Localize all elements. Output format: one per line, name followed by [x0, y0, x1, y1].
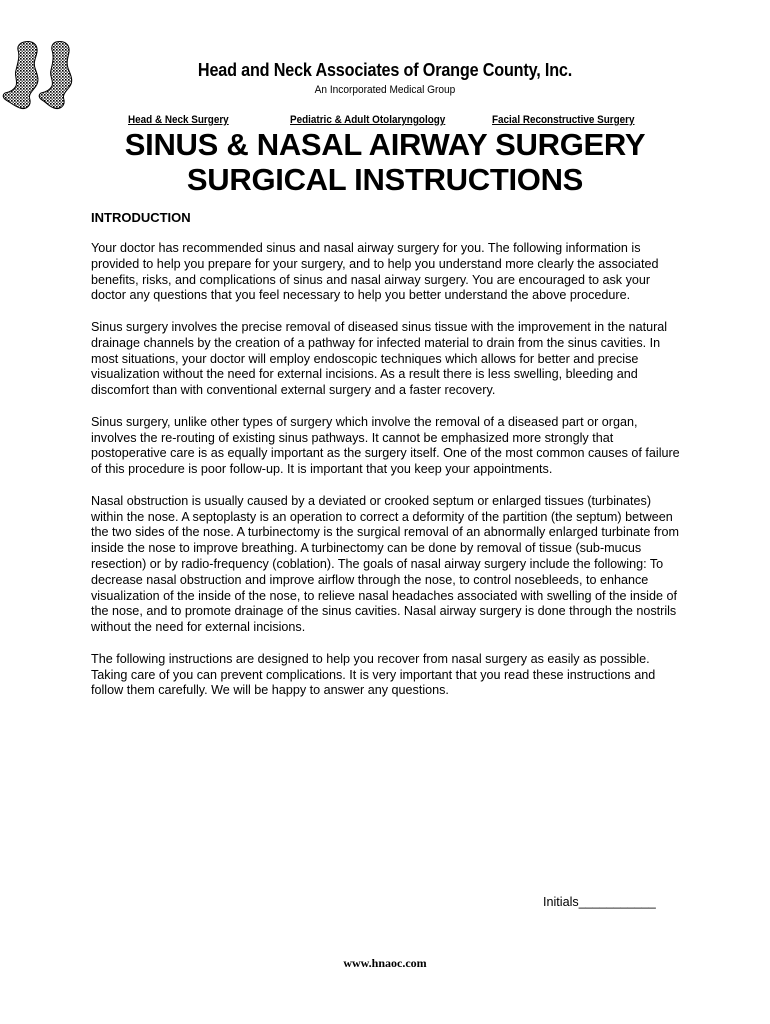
document-title: SINUS & NASAL AIRWAY SURGERY	[124, 127, 646, 162]
footer-website-url: www.hnaoc.com	[343, 956, 427, 970]
paragraph: Your doctor has recommended sinus and nasal airway surgery for you. The following information is provided to help you prepare for your surgery, and to help you understand more clearly the associated benefits, risks, and complications of sinus and nasal airway surgery. You are encouraged to ask your doctor any questions that you feel necessary to help you better understand the above procedure.	[91, 241, 659, 303]
paragraph: The following instructions are designed to help you recover from nasal surgery as easily as possible. Taking care of you can prevent complications. It is very important that you read these instructions and follow them carefully. We will be happy to answer any questions.	[91, 651, 656, 698]
introduction-body	[91, 241, 685, 715]
paragraph: Sinus surgery involves the precise removal of diseased sinus tissue with the improvement in the natural drainage channels by the creation of a pathway for infected material to drain from the sinus cavities. In most situations, your doctor will employ endoscopic techniques which allows for better and precise visualization without the need for external incisions. As a result there is less swelling, bleeding and discomfort than with conventional external surgery and a faster recovery.	[91, 319, 668, 398]
specialty-head-neck-surgery: Head & Neck Surgery	[128, 114, 229, 126]
paragraph: Nasal obstruction is usually caused by a deviated or crooked septum or enlarged tissues (turbinates) within the nose. A septoplasty is an operation to correct a deformity of the partition (the septum) between the two sides of the nose. A turbinectomy is the surgical removal of an abnormally enlarged turbinate from inside the nose to improve breathing. A turbinectomy can be done by removal of tissue (sub-mucus resection) or by radio-frequency (coblation). The goals of nasal airway surgery include the following: To decrease nasal obstruction and improve airflow through the nose, to control nosebleeds, to enhance visualization of the inside of the nose, to relieve nasal headaches associated with swelling of the inside of the nose, and to promote drainage of the sinus cavities. Nasal airway surgery is done through the nostrils without the need for external incisions.	[91, 493, 680, 635]
initials-field: Initials___________	[543, 895, 656, 909]
specialty-facial-reconstructive: Facial Reconstructive Surgery	[492, 114, 635, 126]
document-subtitle: SURGICAL INSTRUCTIONS	[186, 162, 584, 197]
section-heading-introduction: INTRODUCTION	[91, 210, 191, 225]
specialty-otolaryngology: Pediatric & Adult Otolaryngology	[290, 114, 446, 126]
paragraph: Sinus surgery, unlike other types of surgery which involve the removal of a diseased part or organ, involves the re-routing of existing sinus pathways. It cannot be emphasized more strongly that postoperative care is as equally important as the surgery itself. One of the most common causes of failure of this procedure is poor follow-up. It is important that you keep your appointments.	[91, 414, 680, 477]
organization-subtitle: An Incorporated Medical Group	[314, 84, 456, 96]
organization-name: Head and Neck Associates of Orange County, Inc.	[197, 60, 573, 80]
